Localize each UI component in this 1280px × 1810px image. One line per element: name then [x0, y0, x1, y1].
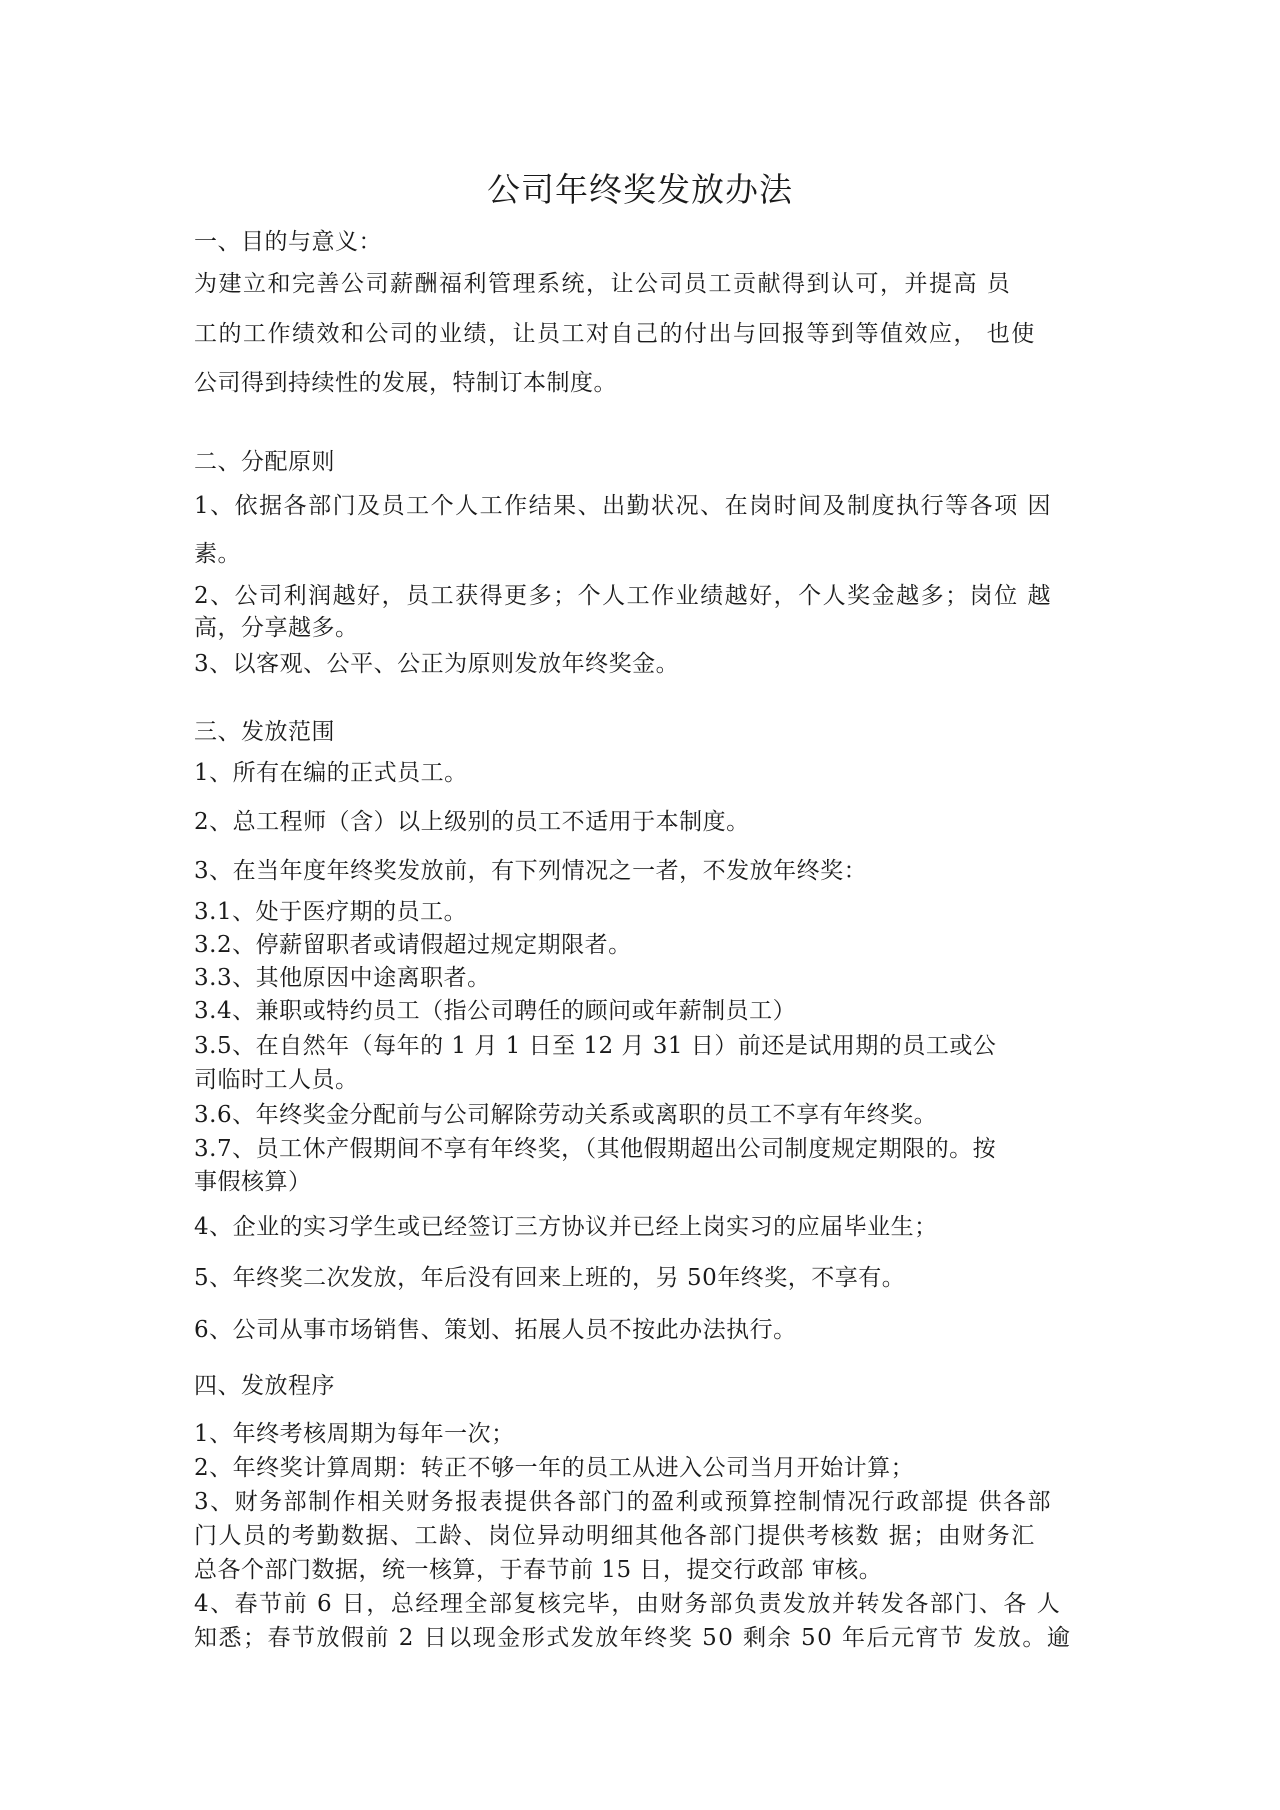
list-item-line: 3、以客观、公平、公正为原则发放年终奖金。: [194, 651, 680, 677]
list-item-line: 5、年终奖二次发放，年后没有回来上班的，另 50年终奖，不享有。: [194, 1265, 906, 1291]
list-item-line: 4、春节前 6 日，总经理全部复核完毕，由财务部负责发放并转发各部门、各 人: [194, 1591, 1062, 1617]
list-item-line: 2、总工程师（含）以上级别的员工不适用于本制度。: [194, 809, 750, 835]
sub-item-line: 3.2、停薪留职者或请假超过规定期限者。: [194, 932, 632, 958]
sub-item-line: 3.7、员工休产假期间不享有年终奖，（其他假期超出公司制度规定期限的。按: [194, 1136, 997, 1162]
paragraph-line: 工的工作绩效和公司的业绩，让员工对自己的付出与回报等到等值效应， 也使: [194, 321, 1036, 347]
sub-item-line: 事假核算）: [194, 1169, 312, 1195]
list-item-line: 门人员的考勤数据、工龄、岗位异动明细其他各部门提供考核数 据；由财务汇: [194, 1523, 1036, 1549]
list-item-line: 知悉；春节放假前 2 日以现金形式发放年终奖 50 剩余 50 年后元宵节 发放。逾: [194, 1625, 1072, 1651]
sub-item-line: 司临时工人员。: [194, 1067, 359, 1093]
list-item-line: 6、公司从事市场销售、策划、拓展人员不按此办法执行。: [194, 1317, 797, 1343]
list-item-line: 高，分享越多。: [194, 615, 359, 641]
list-item-line: 素。: [194, 541, 241, 567]
list-item-line: 1、年终考核周期为每年一次；: [194, 1421, 515, 1447]
document-title: 公司年终奖发放办法: [487, 170, 793, 209]
list-item-line: 1、所有在编的正式员工。: [194, 760, 468, 786]
section-heading-scope: 三、发放范围: [194, 719, 335, 745]
list-item-line: 3、在当年度年终奖发放前，有下列情况之一者，不发放年终奖：: [194, 858, 868, 884]
sub-item-line: 3.4、兼职或特约员工（指公司聘任的顾问或年薪制员工）: [194, 998, 797, 1024]
list-item-line: 3、财务部制作相关财务报表提供各部门的盈利或预算控制情况行政部提 供各部: [194, 1489, 1052, 1515]
list-item-line: 1、依据各部门及员工个人工作结果、出勤状况、在岗时间及制度执行等各项 因: [194, 493, 1052, 519]
list-item-line: 4、企业的实习学生或已经签订三方协议并已经上岗实习的应届毕业生；: [194, 1214, 938, 1240]
paragraph-line: 公司得到持续性的发展，特制订本制度。: [194, 370, 617, 396]
section-heading-purpose: 一、目的与意义：: [194, 229, 382, 255]
sub-item-line: 3.6、年终奖金分配前与公司解除劳动关系或离职的员工不享有年终奖。: [194, 1102, 938, 1128]
list-item-line: 总各个部门数据，统一核算，于春节前 15 日，提交行政部 审核。: [194, 1557, 883, 1583]
sub-item-line: 3.1、处于医疗期的员工。: [194, 899, 468, 925]
list-item-line: 2、公司利润越好，员工获得更多；个人工作业绩越好，个人奖金越多；岗位 越: [194, 583, 1052, 609]
section-heading-principles: 二、分配原则: [194, 449, 335, 475]
sub-item-line: 3.5、在自然年（每年的 1 月 1 日至 12 月 31 日）前还是试用期的员工或公: [194, 1033, 997, 1059]
sub-item-line: 3.3、其他原因中途离职者。: [194, 965, 491, 991]
list-item-line: 2、年终奖计算周期：转正不够一年的员工从进入公司当月开始计算；: [194, 1455, 915, 1481]
paragraph-line: 为建立和完善公司薪酬福利管理系统，让公司员工贡献得到认可，并提高 员: [194, 271, 1012, 297]
section-heading-procedure: 四、发放程序: [194, 1373, 335, 1399]
